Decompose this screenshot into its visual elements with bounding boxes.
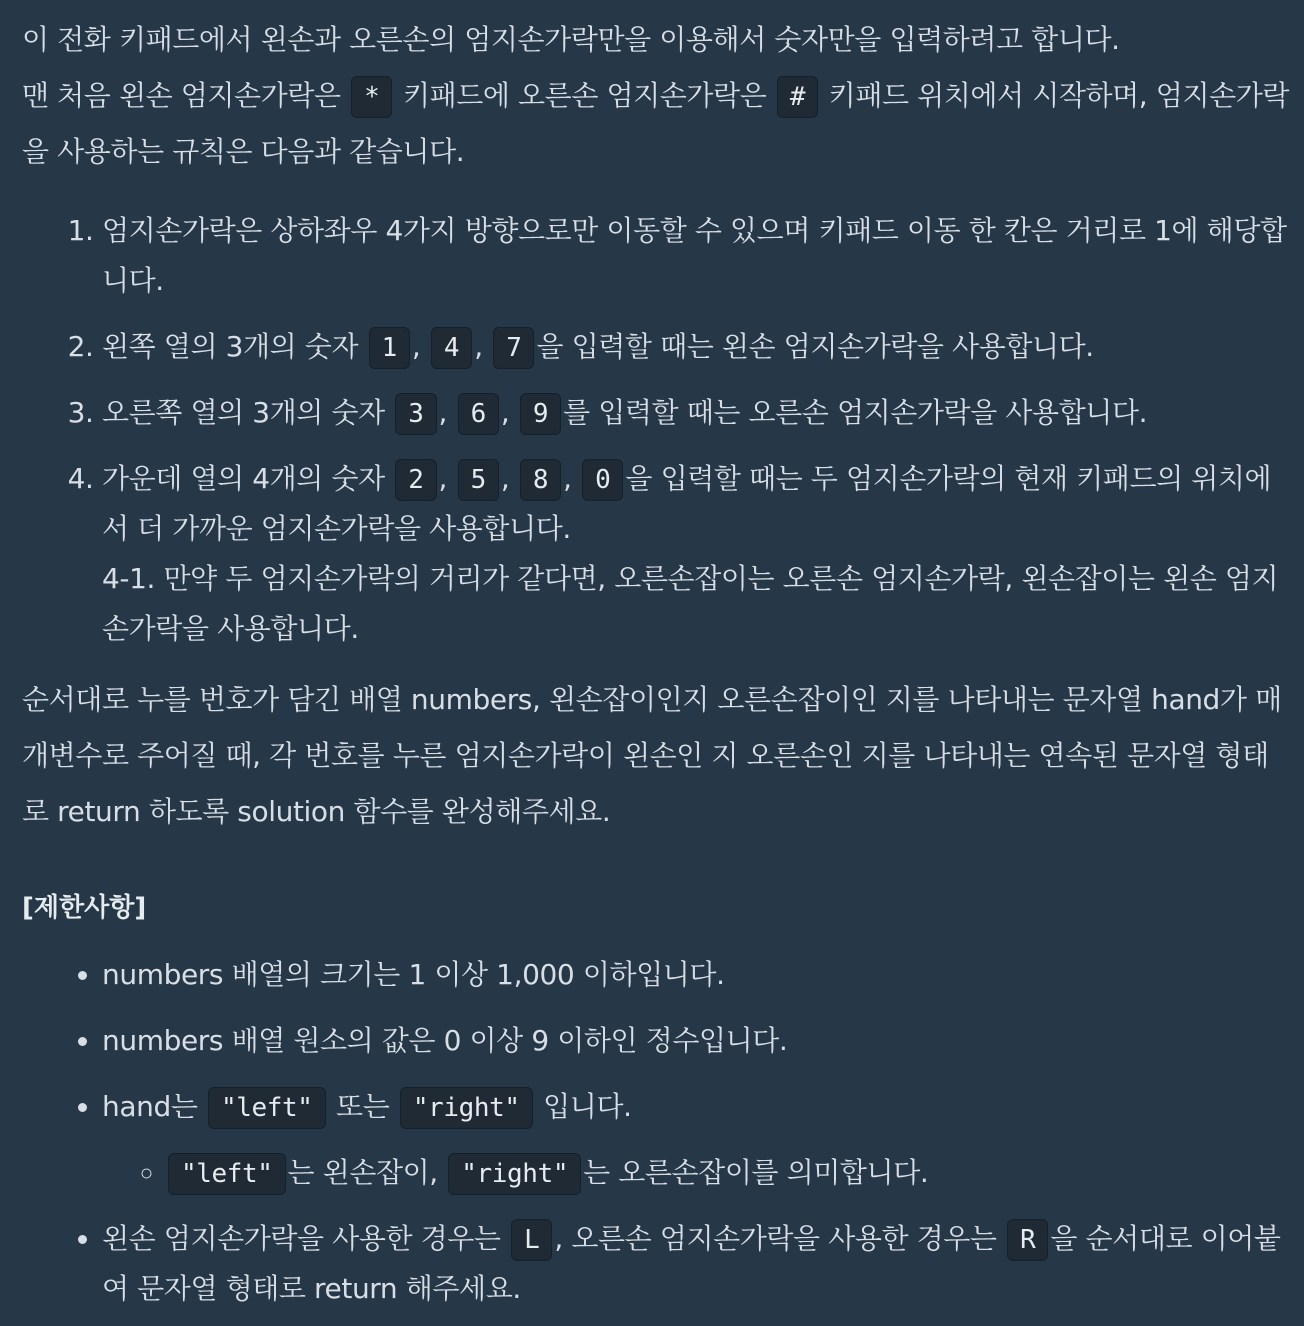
L-value-code: L bbox=[511, 1219, 552, 1261]
separator: , bbox=[438, 396, 448, 429]
intro-paragraph bbox=[22, 12, 1290, 180]
limit-1-text: numbers 배열의 크기는 1 이상 1,000 이하입니다. bbox=[102, 958, 725, 991]
separator: , bbox=[474, 330, 483, 363]
rule-3-text-b: 를 입력할 때는 오른손 엄지손가락을 사용합니다. bbox=[563, 396, 1148, 429]
limit-4-text-b: , 오른손 엄지손가락을 사용한 경우는 bbox=[554, 1222, 997, 1255]
rule-item-2 bbox=[102, 322, 1290, 372]
limit-3-text-a: hand는 bbox=[102, 1090, 198, 1123]
limit-4-text-a: 왼손 엄지손가락을 사용한 경우는 bbox=[102, 1222, 501, 1255]
intro-line-2-c: 키패드 위치에서 시작하며, 엄지손가락을 사용하는 규칙은 다음과 같습니다. bbox=[22, 79, 1290, 168]
key-7-code: 7 bbox=[493, 327, 534, 369]
limit-2-text: numbers 배열 원소의 값은 0 이상 9 이하인 정수입니다. bbox=[102, 1024, 788, 1057]
key-1-code: 1 bbox=[369, 327, 410, 369]
rule-2-text-a: 왼쪽 열의 3개의 숫자 bbox=[102, 330, 359, 363]
limit-item-4 bbox=[102, 1214, 1290, 1314]
limit-3-sublist bbox=[102, 1148, 1290, 1198]
limit-item-2 bbox=[102, 1016, 1290, 1066]
limit-item-1 bbox=[102, 950, 1290, 1000]
key-0-code: 0 bbox=[582, 459, 623, 501]
rule-item-1 bbox=[102, 206, 1290, 306]
key-9-code: 9 bbox=[520, 393, 561, 435]
rules-list bbox=[22, 206, 1290, 654]
limit-3-text-b: 또는 bbox=[336, 1090, 390, 1123]
hash-key-code: # bbox=[777, 76, 818, 118]
key-5-code: 5 bbox=[458, 459, 499, 501]
separator: , bbox=[438, 462, 448, 495]
limit-3-sub-text-b: 는 오른손잡이를 의미합니다. bbox=[583, 1156, 929, 1189]
R-value-code: R bbox=[1007, 1219, 1048, 1261]
rule-4-text-a: 가운데 열의 4개의 숫자 bbox=[102, 462, 385, 495]
separator: , bbox=[411, 330, 421, 363]
separator: , bbox=[563, 462, 572, 495]
limits-list bbox=[22, 950, 1290, 1314]
separator: , bbox=[500, 462, 510, 495]
rule-item-4 bbox=[102, 454, 1290, 654]
rule-item-3 bbox=[102, 388, 1290, 438]
intro-line-1: 이 전화 키패드에서 왼손과 오른손의 엄지손가락만을 이용해서 숫자만을 입력하려고 합니다. bbox=[22, 23, 1120, 56]
key-4-code: 4 bbox=[431, 327, 472, 369]
key-8-code: 8 bbox=[520, 459, 561, 501]
key-2-code: 2 bbox=[395, 459, 436, 501]
right-value-code: "right" bbox=[400, 1087, 533, 1129]
limits-heading: [제한사항] bbox=[22, 893, 147, 923]
key-6-code: 6 bbox=[458, 393, 499, 435]
limit-4-text-c: 을 순서대로 이어붙여 문자열 형태로 return 해주세요. bbox=[102, 1222, 1281, 1305]
key-3-code: 3 bbox=[395, 393, 436, 435]
rule-4-1-text: 4-1. 만약 두 엄지손가락의 거리가 같다면, 오른손잡이는 오른손 엄지손가락, 왼손잡이는 왼손 엄지손가락을 사용합니다. bbox=[102, 562, 1279, 645]
rule-1-text: 엄지손가락은 상하좌우 4가지 방향으로만 이동할 수 있으며 키패드 이동 한 칸은 거리로 1에 해당합니다. bbox=[102, 214, 1287, 297]
task-paragraph: 순서대로 누를 번호가 담긴 배열 numbers, 왼손잡이인지 오른손잡이인 지를 나타내는 문자열 hand가 매개변수로 주어질 때, 각 번호를 누른 엄지손가락이 왼손인 지 오른손인 지를 나타내는 연속된 문자열 형태로 return 하도록 solution 함수를 완성해주세요. bbox=[22, 683, 1282, 828]
left-value-code: "left" bbox=[168, 1153, 286, 1195]
left-value-code: "left" bbox=[208, 1087, 326, 1129]
intro-line-2-a: 맨 처음 왼손 엄지손가락은 bbox=[22, 79, 341, 112]
right-value-code: "right" bbox=[448, 1153, 581, 1195]
limit-3-sub-item bbox=[166, 1148, 1290, 1198]
limit-3-text-c: 입니다. bbox=[543, 1090, 632, 1123]
rule-2-text-b: 을 입력할 때는 왼손 엄지손가락을 사용합니다. bbox=[536, 330, 1094, 363]
star-key-code: * bbox=[351, 76, 392, 118]
separator: , bbox=[500, 396, 510, 429]
intro-line-2-b: 키패드에 오른손 엄지손가락은 bbox=[402, 79, 767, 112]
limit-3-sub-text-a: 는 왼손잡이, bbox=[287, 1156, 438, 1189]
rule-3-text-a: 오른쪽 열의 3개의 숫자 bbox=[102, 396, 385, 429]
limit-item-3 bbox=[102, 1082, 1290, 1198]
rule-4-text-b: 을 입력할 때는 두 엄지손가락의 현재 키패드의 위치에서 더 가까운 엄지손가락을 사용합니다. bbox=[102, 462, 1272, 545]
